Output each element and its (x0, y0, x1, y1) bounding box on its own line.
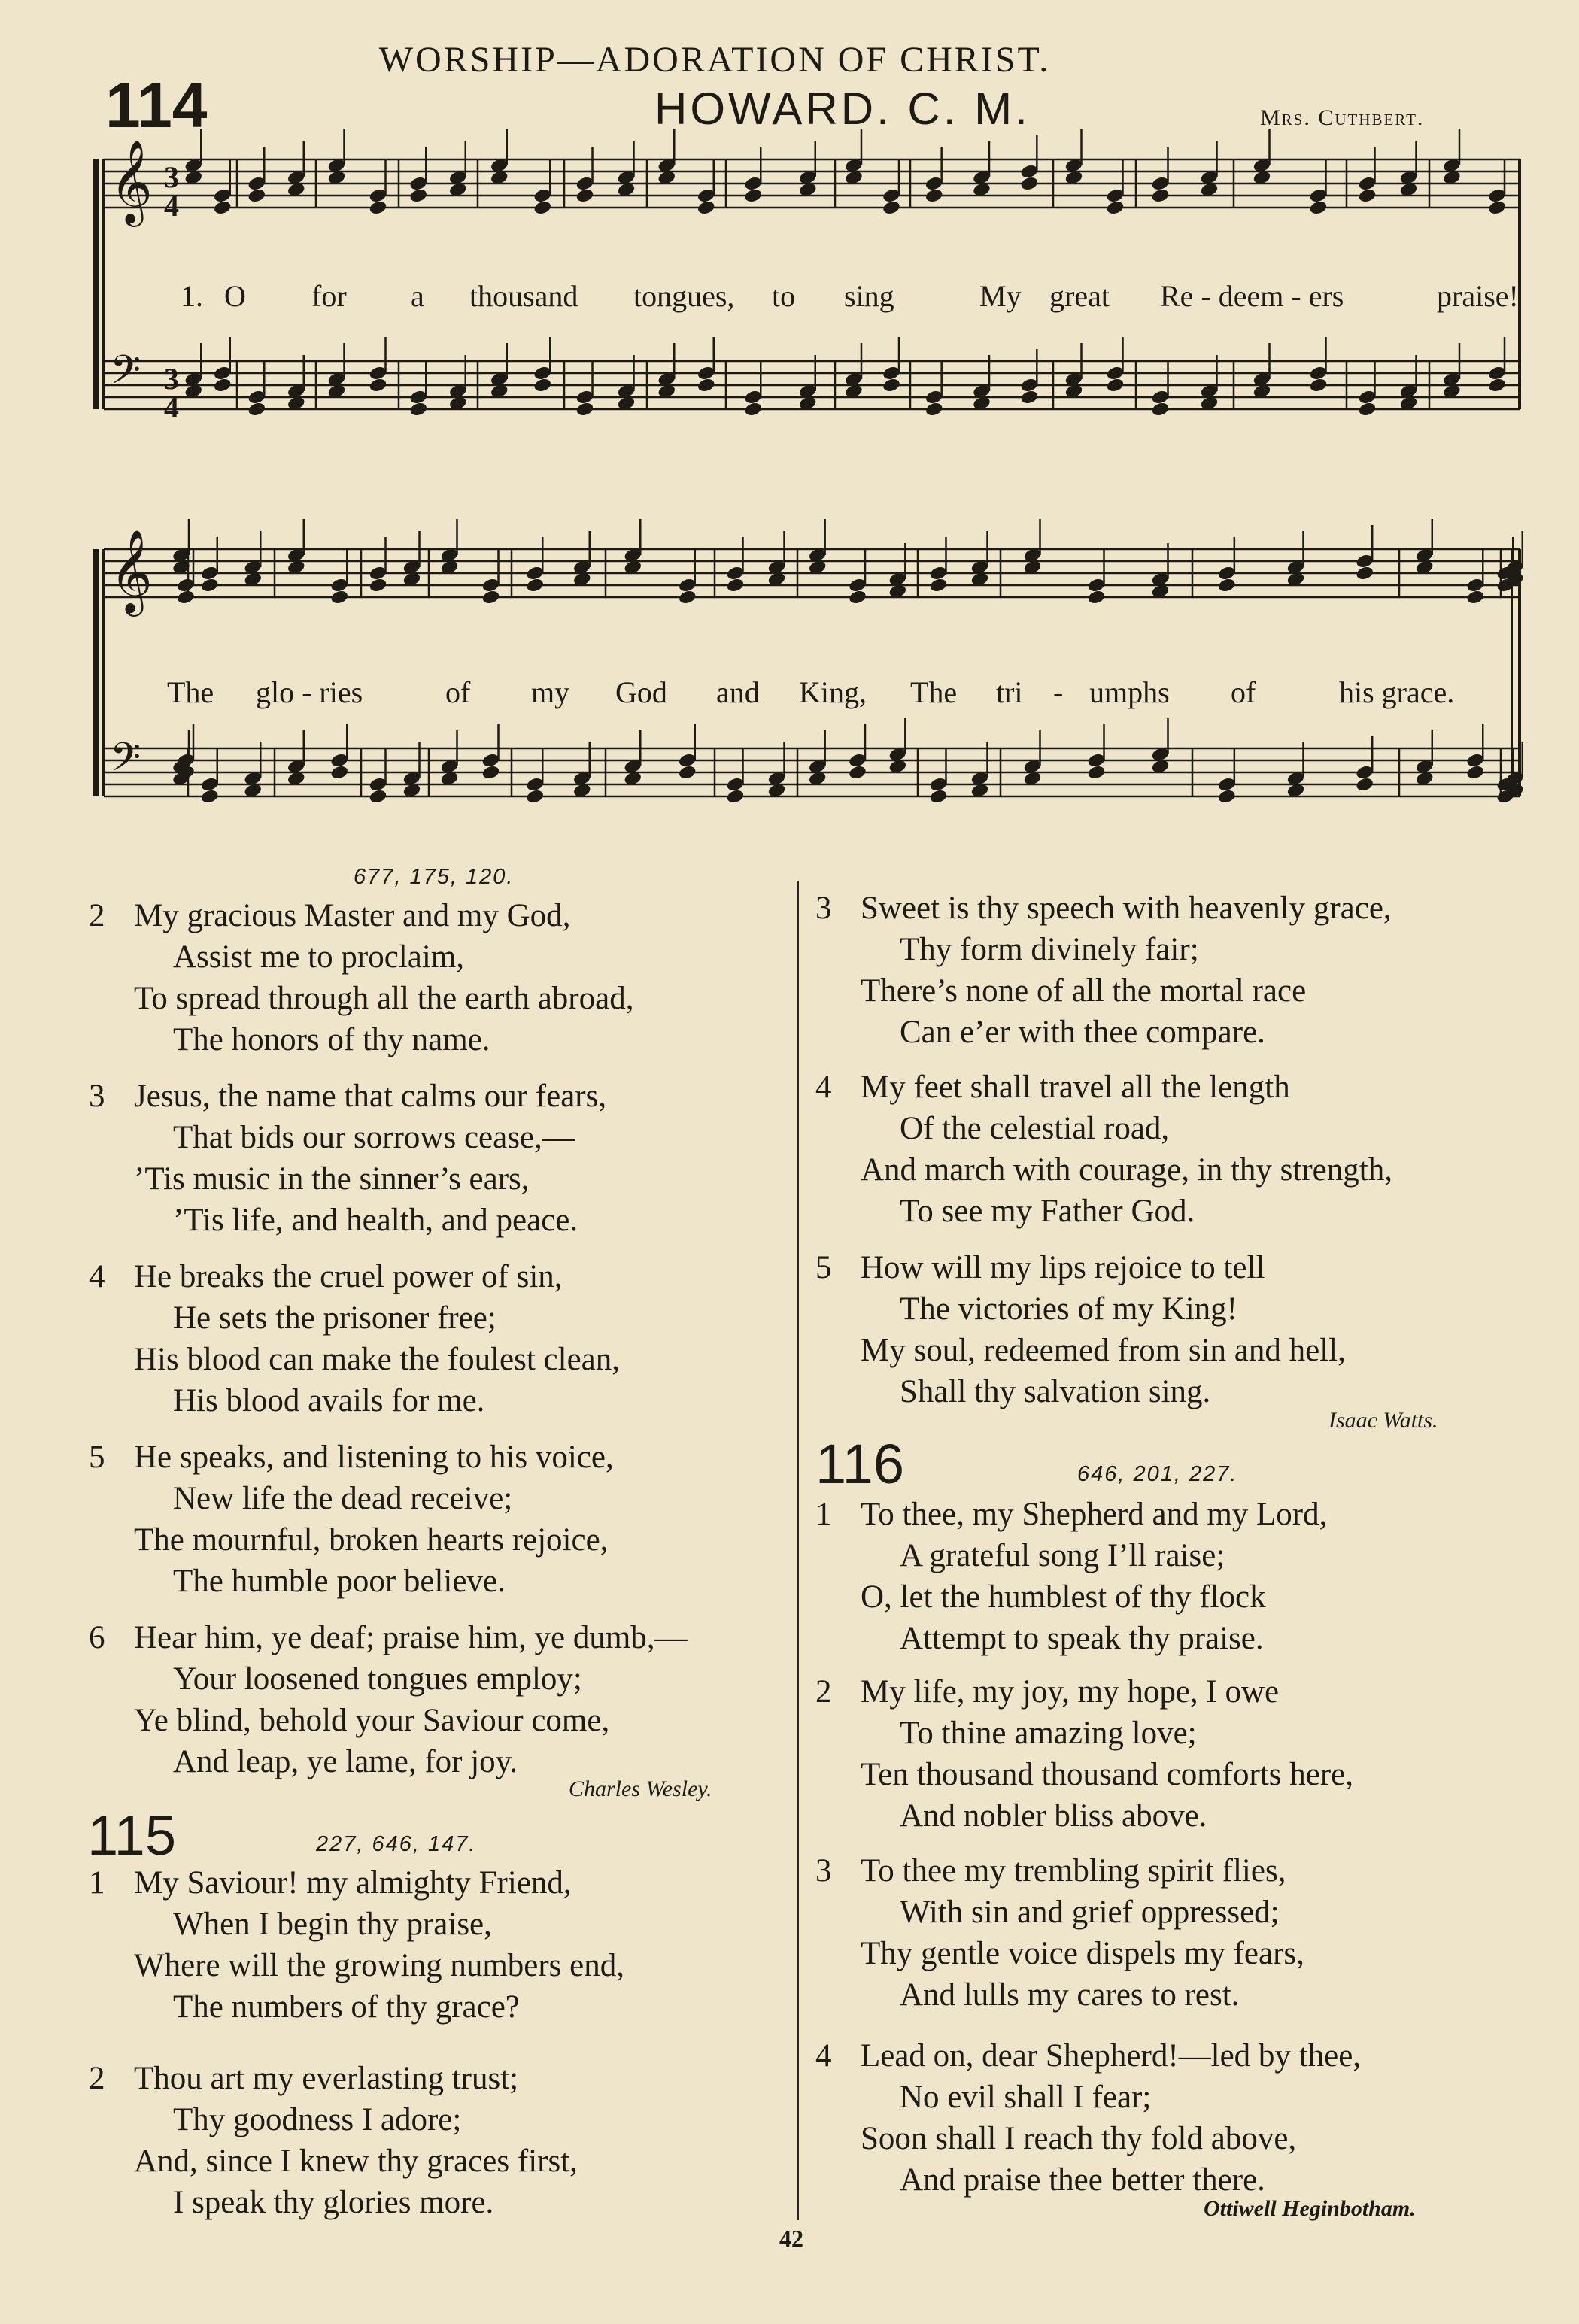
lyric-syllable: Re - deem - ers (1160, 279, 1344, 313)
page-number: 42 (779, 2225, 803, 2252)
tune-name: HOWARD. C. M. (654, 83, 1031, 134)
verse-line: My gracious Master and my God, (134, 898, 571, 933)
note-head (533, 377, 552, 393)
note-head (1019, 389, 1039, 405)
column-divider (797, 881, 799, 2220)
verse-line: Thou art my everlasting trust; (134, 2061, 519, 2096)
bass-clef-icon: 𝄢 (110, 735, 141, 790)
time-signature-bottom-treble: 4 (164, 189, 179, 223)
verse-line: The mournful, broken hearts rejoice, (134, 1522, 609, 1558)
verse-line: Thy goodness I adore; (173, 2102, 462, 2137)
note-head (1487, 199, 1507, 216)
note-head (743, 187, 763, 204)
verse-line: My life, my joy, my hope, I owe (861, 1674, 1280, 1710)
note-head (697, 377, 716, 393)
note-head (1217, 788, 1237, 805)
tune-refs-114: 677, 175, 120. (354, 865, 515, 889)
author-116: Ottiwell Heginbotham. (1204, 2196, 1416, 2221)
verse-line: I speak thy glories more. (173, 2185, 494, 2220)
author-115: Isaac Watts. (1328, 1408, 1438, 1433)
verse-line: His blood avails for me. (173, 1383, 485, 1418)
note-head (575, 187, 595, 204)
note-head (369, 377, 388, 393)
lyric-syllable: The (167, 675, 214, 709)
verse-line: Thy form divinely fair; (900, 932, 1199, 967)
note-head (213, 199, 232, 216)
verse-116-4 (815, 2035, 1361, 2201)
lyric-syllable: and (716, 675, 760, 709)
note-head (678, 764, 697, 781)
verse-line: Where will the growing numbers end, (134, 1948, 624, 1983)
verse-116-3 (815, 1850, 1304, 2016)
note-head (408, 401, 428, 417)
note-head (247, 187, 266, 204)
verse-line: How will my lips rejoice to tell (861, 1250, 1265, 1285)
verse-114-3 (89, 1076, 606, 1241)
verse-line: Lead on, dear Shepherd!—led by thee, (861, 2038, 1362, 2074)
verse-114-4 (89, 1256, 620, 1421)
note-head (408, 187, 428, 204)
note-head (200, 577, 220, 593)
note-head (743, 401, 763, 417)
lyric-syllable: a (411, 279, 424, 313)
lyric-syllable: God (615, 675, 667, 709)
bass-clef-icon: 𝄢 (110, 347, 141, 403)
lyric-syllable: My (979, 279, 1022, 313)
lyric-syllable: King, (799, 675, 867, 709)
verse-114-2 (89, 895, 633, 1060)
verse-line: Assist me to proclaim, (173, 939, 464, 975)
verse-line: And praise thee better there. (900, 2162, 1265, 2198)
note-head (1309, 199, 1328, 216)
verse-line: No evil shall I fear; (900, 2080, 1152, 2115)
lyric-syllable: umphs (1089, 675, 1170, 709)
note-head (726, 577, 745, 593)
verse-line: He sets the prisoner free; (173, 1300, 496, 1336)
note-head (481, 589, 501, 605)
verse-line: His blood can make the foulest clean, (134, 1342, 620, 1377)
verse-line: With sin and grief oppressed; (900, 1895, 1280, 1930)
note-head (369, 199, 388, 216)
verse-116-2 (815, 1671, 1353, 1837)
note-head (1087, 764, 1107, 781)
verse-line: And leap, ye lame, for joy. (173, 1744, 518, 1779)
lyric-syllable: 1. (181, 279, 203, 313)
verse-line: To thee my trembling spirit flies, (861, 1853, 1286, 1889)
verse-115-4 (815, 1066, 1392, 1232)
verse-line: He breaks the cruel power of sin, (134, 1259, 563, 1294)
note-head (1106, 377, 1125, 393)
author-114: Charles Wesley. (569, 1776, 712, 1801)
lyric-syllable: great (1049, 279, 1110, 313)
note-head (726, 788, 745, 805)
time-signature-top-bass: 3 (164, 362, 179, 396)
note-head (925, 401, 944, 417)
note-head (1355, 776, 1374, 793)
tune-refs-116: 646, 201, 227. (1077, 1462, 1238, 1486)
lyric-syllable: tongues, (633, 279, 735, 313)
verse-line: There’s none of all the mortal race (861, 973, 1307, 1009)
verse-line: And, since I knew thy graces first, (134, 2143, 578, 2179)
lyric-syllable: sing (844, 279, 894, 313)
note-head (1465, 764, 1485, 781)
lyric-syllable: O (224, 279, 246, 313)
note-head (525, 577, 545, 593)
lyric-syllable: glo - ries (256, 675, 363, 709)
verse-line: And march with courage, in thy strength, (861, 1152, 1392, 1188)
note-head (533, 199, 552, 216)
note-head (575, 401, 595, 417)
verse-number: 1 (815, 1497, 832, 1532)
note-head (1151, 187, 1171, 204)
verse-line: Sweet is thy speech with heavenly grace, (861, 890, 1392, 926)
verse-line: To thine amazing love; (900, 1716, 1197, 1751)
note-head (1106, 199, 1125, 216)
note-head (697, 199, 716, 216)
verse-line: To thee, my Shepherd and my Lord, (861, 1497, 1328, 1532)
verse-line: My feet shall travel all the length (861, 1069, 1290, 1105)
composer-credit: Mrs. Cuthbert. (1260, 105, 1425, 130)
lyric-syllable: praise! (1437, 279, 1519, 313)
note-head (882, 199, 901, 216)
verse-number: 3 (89, 1079, 105, 1114)
time-signature-top-treble: 3 (164, 160, 179, 194)
verse-line: Thy gentle voice dispels my fears, (861, 1936, 1304, 1971)
verse-line: ’Tis life, and health, and peace. (173, 1203, 578, 1238)
verse-line: Hear him, ye deaf; praise him, ye dumb,— (134, 1620, 688, 1655)
note-head (925, 187, 944, 204)
note-head (247, 401, 266, 417)
note-head (1487, 377, 1507, 393)
lyric-syllable: for (311, 279, 347, 313)
note-head (1217, 577, 1237, 593)
tune-refs-115: 227, 646, 147. (316, 1832, 477, 1856)
verse-number: 4 (815, 1069, 832, 1105)
lyric-syllable: tri (996, 675, 1023, 709)
lyric-syllable: of (445, 675, 471, 709)
verse-line: The humble poor believe. (173, 1564, 506, 1599)
lyric-syllable: of (1231, 675, 1256, 709)
note-head (1151, 401, 1171, 417)
note-head (678, 589, 697, 605)
note-head (1309, 377, 1328, 393)
verse-line: Of the celestial road, (900, 1111, 1170, 1146)
verse-line: The numbers of thy grace? (173, 1989, 520, 2025)
verse-114-5 (89, 1437, 614, 1602)
verse-line: The honors of thy name. (173, 1022, 490, 1057)
verse-116-1 (815, 1494, 1327, 1659)
lyric-syllable: his grace. (1339, 675, 1455, 709)
note-head (1358, 187, 1377, 204)
verse-number: 2 (89, 2061, 105, 2096)
music-score (0, 0, 1579, 872)
verse-number: 3 (815, 1853, 832, 1889)
lyric-syllable: thousand (469, 279, 578, 313)
verse-line: Attempt to speak thy praise. (900, 1621, 1264, 1656)
note-head (1358, 401, 1377, 417)
section-heading: WORSHIP—ADORATION OF CHRIST. (378, 40, 1051, 80)
lyric-syllable: my (531, 675, 570, 709)
verse-115-2 (89, 2058, 578, 2223)
verse-line: ’Tis music in the sinner’s ears, (134, 1161, 530, 1197)
verse-line: Your loosened tongues employ; (173, 1661, 582, 1697)
time-signature-bottom-bass: 4 (164, 390, 179, 424)
verse-line: To spread through all the earth abroad, (134, 981, 634, 1016)
verse-line: That bids our sorrows cease,— (173, 1120, 575, 1155)
note-head (213, 377, 232, 393)
verse-line: O, let the humblest of thy flock (861, 1579, 1266, 1615)
verse-number: 5 (89, 1440, 105, 1475)
verse-line: New life the dead receive; (173, 1481, 513, 1516)
verse-line: And lulls my cares to rest. (900, 1977, 1240, 2013)
note-head (929, 577, 949, 593)
verse-line: The victories of my King! (900, 1291, 1238, 1327)
verse-line: And nobler bliss above. (900, 1798, 1207, 1834)
verse-line: Ye blind, behold your Saviour come, (134, 1703, 610, 1738)
verse-line: When I begin thy praise, (173, 1907, 492, 1942)
note-head (1087, 589, 1107, 605)
lyric-syllable: - (1053, 675, 1064, 709)
note-head (1465, 589, 1485, 605)
verse-number: 3 (815, 890, 832, 926)
lyric-syllable: to (772, 279, 796, 313)
note-head (329, 589, 349, 605)
note-head (848, 764, 867, 781)
note-head (525, 788, 545, 805)
verse-number: 1 (89, 1865, 105, 1901)
verse-number: 6 (89, 1620, 105, 1655)
verse-number: 4 (89, 1259, 105, 1294)
note-head (929, 788, 949, 805)
hymn-number-114: 114 (105, 70, 208, 141)
verse-line: My Saviour! my almighty Friend, (134, 1865, 572, 1901)
verse-number: 2 (89, 898, 105, 933)
note-head (1019, 175, 1039, 192)
verse-line: A grateful song I’ll raise; (900, 1538, 1225, 1573)
verse-number: 4 (815, 2038, 832, 2074)
hymn-number-116: 116 (815, 1433, 904, 1495)
verse-line: He speaks, and listening to his voice, (134, 1440, 614, 1475)
verse-line: Jesus, the name that calms our fears, (134, 1079, 607, 1114)
verse-line: Shall thy salvation sing. (900, 1374, 1211, 1409)
lyric-syllable: The (910, 675, 958, 709)
note-head (481, 764, 501, 781)
note-head (882, 377, 901, 393)
verse-115-3 (815, 887, 1392, 1053)
verse-line: To see my Father God. (900, 1194, 1195, 1229)
note-head (848, 589, 867, 605)
verse-line: My soul, redeemed from sin and hell, (861, 1333, 1346, 1368)
verse-number: 2 (815, 1674, 832, 1710)
verse-115-5 (815, 1247, 1346, 1412)
treble-clef-icon: 𝄞 (110, 139, 153, 223)
hymn-number-115: 115 (87, 1804, 176, 1867)
verse-line: Soon shall I reach thy fold above, (861, 2121, 1297, 2156)
treble-clef-icon: 𝄞 (110, 529, 153, 613)
note-head (1355, 565, 1374, 581)
note-head (329, 764, 349, 781)
note-head (369, 788, 388, 805)
note-head (200, 788, 220, 805)
verse-line: Ten thousand thousand comforts here, (861, 1757, 1353, 1792)
verse-number: 5 (815, 1250, 832, 1285)
verse-114-6 (89, 1617, 688, 1782)
verse-line: Can e’er with thee compare. (900, 1015, 1265, 1050)
note-head (369, 577, 388, 593)
verse-115-1 (89, 1862, 624, 2028)
note-head (176, 589, 196, 605)
